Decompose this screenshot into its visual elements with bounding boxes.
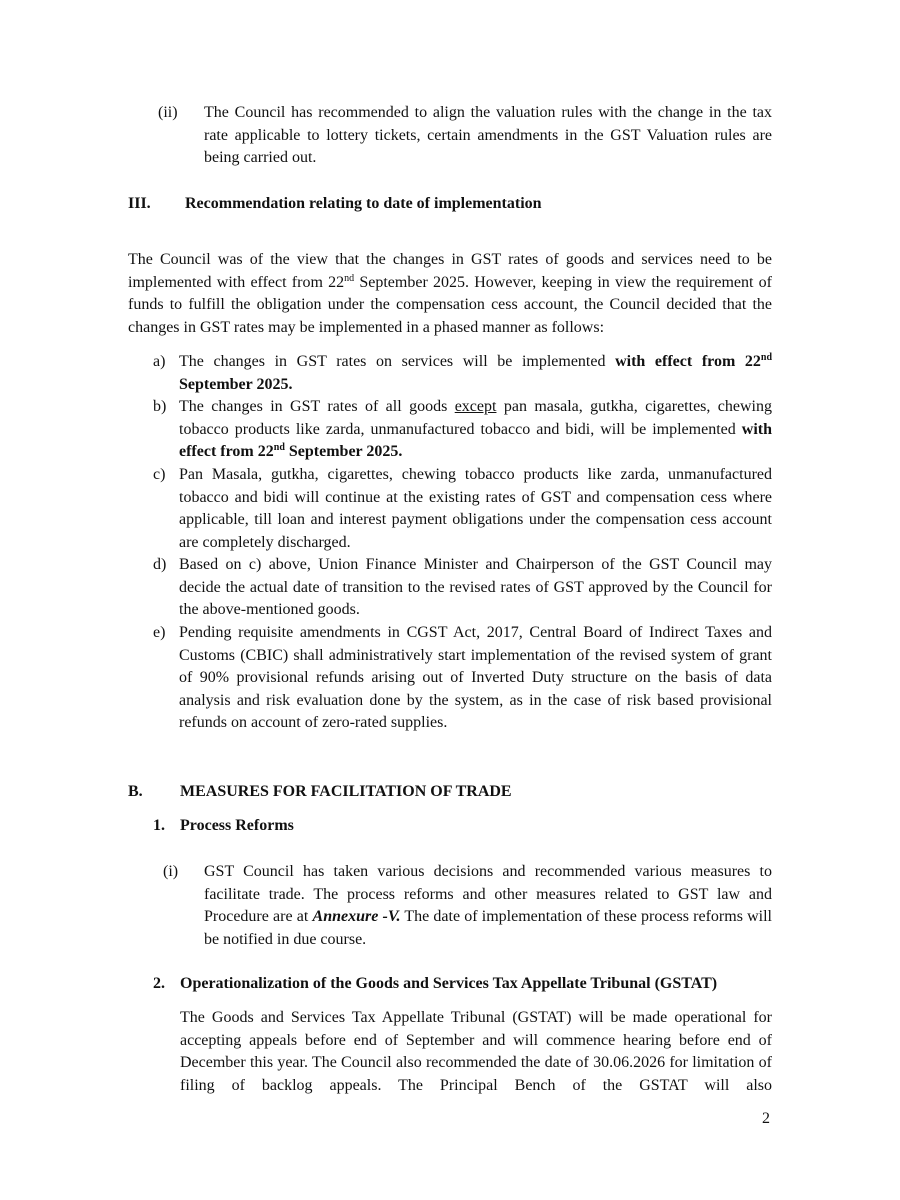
item-text: Pending requisite amendments in CGST Act, 2017, Central Board of Indirect Taxes and Customs (CBIC) shall administratively start implementation of the revised system of grant of 90% provisional refunds arising out of Inverted Duty structure on the basis of data analysis and risk evaluation done by the system, as in the case of risk based provisional refunds on account of zero-rated supplies.	[179, 624, 772, 731]
annexure-reference: Annexure -V.	[312, 908, 401, 925]
item-label: e)	[153, 624, 166, 641]
section-number: III.	[128, 195, 151, 212]
emphasis-except: except	[454, 398, 497, 415]
item-text: The Council has recommended to align the valuation rules with the change in the tax rate applicable to lottery tickets, certain amendments in the GST Valuation rules are being carried out.	[204, 104, 772, 166]
item-label: (ii)	[158, 104, 178, 121]
item-text: The changes in GST rates of all goods except pan masala, gutkha, cigarettes, chewing tobacco products like zarda, unmanufactured tobacco and bidi, will be implemented with effect from 22nd September 2025.	[179, 398, 772, 460]
subsection-heading: Process Reforms	[180, 817, 294, 834]
section-intro-paragraph: The Council was of the view that the changes in GST rates of goods and services need to be implemented with effect from 22nd September 2025. However, keeping in view the requirement of funds to fulfill the obligation under the compensation cess account, the Council decided that the changes in GST rates may be implemented in a phased manner as follows:	[128, 251, 772, 336]
gstat-paragraph: The Goods and Services Tax Appellate Tribunal (GSTAT) will be made operational for accepting appeals before end of September and will commence hearing before end of December this year. The Council also recommended the date of 30.06.2026 for limitation of filing of backlog appeals. The Principal Bench of the GSTAT will also	[180, 1009, 772, 1094]
subsection-number: 2.	[153, 975, 165, 992]
item-text: Pan Masala, gutkha, cigarettes, chewing tobacco products like zarda, unmanufactured tobacco and bidi will continue at the existing rates of GST and compensation cess where applicable, till loan and interest payment obligations under the compensation cess account are completely discharged.	[179, 466, 772, 551]
subsection-number: 1.	[153, 817, 165, 834]
item-text: The changes in GST rates on services will be implemented with effect from 22nd September 2025.	[179, 352, 773, 393]
page-number: 2	[762, 1110, 770, 1127]
item-label: (i)	[163, 863, 179, 880]
item-label: c)	[153, 466, 166, 483]
section-heading: Recommendation relating to date of implementation	[185, 195, 542, 212]
section-heading: MEASURES FOR FACILITATION OF TRADE	[180, 783, 512, 800]
item-label: b)	[153, 398, 167, 415]
item-text: Based on c) above, Union Finance Minister and Chairperson of the GST Council may decide the actual date of transition to the revised rates of GST approved by the Council for the above-mentioned goods.	[179, 556, 772, 618]
item-text: GST Council has taken various decisions and recommended various measures to facilitate trade. The process reforms and other measures related to GST law and Procedure are at Annexure -V. The date of implementation of these process reforms will be notified in due course.	[204, 863, 773, 948]
item-label: d)	[153, 556, 167, 573]
subsection-heading: Operationalization of the Goods and Services Tax Appellate Tribunal (GSTAT)	[180, 975, 718, 992]
item-label: a)	[153, 353, 166, 370]
section-number: B.	[128, 783, 143, 800]
